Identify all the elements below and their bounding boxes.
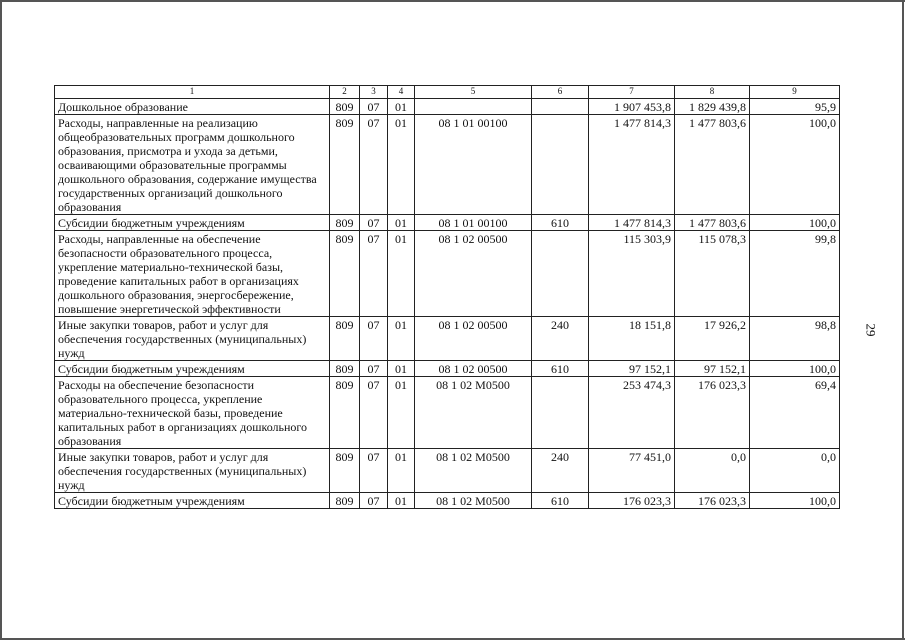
table-row [55, 99, 840, 115]
section-cell: 07 [360, 377, 388, 449]
expense-type-cell [532, 377, 589, 449]
planned-amount-cell: 18 151,8 [589, 317, 675, 361]
percent-cell: 99,8 [750, 231, 840, 317]
section-cell: 07 [360, 361, 388, 377]
subsection-cell: 01 [388, 493, 415, 509]
subsection-cell: 01 [388, 231, 415, 317]
scan-border-top [0, 0, 905, 2]
section-cell: 07 [360, 99, 388, 115]
table-row [55, 215, 840, 231]
column-header: 8 [675, 86, 750, 99]
row-name-cell: Дошкольное образование [55, 99, 330, 115]
admin-code-cell: 809 [330, 377, 360, 449]
budget-table [54, 85, 840, 509]
subsection-cell: 01 [388, 215, 415, 231]
subsection-cell: 01 [388, 449, 415, 493]
planned-amount-cell: 176 023,3 [589, 493, 675, 509]
executed-amount-cell: 1 829 439,8 [675, 99, 750, 115]
planned-amount-cell: 115 303,9 [589, 231, 675, 317]
table-row [55, 493, 840, 509]
percent-cell: 100,0 [750, 215, 840, 231]
admin-code-cell: 809 [330, 215, 360, 231]
column-header: 2 [330, 86, 360, 99]
column-header: 6 [532, 86, 589, 99]
executed-amount-cell: 97 152,1 [675, 361, 750, 377]
executed-amount-cell: 115 078,3 [675, 231, 750, 317]
column-header: 4 [388, 86, 415, 99]
table-row [55, 449, 840, 493]
section-cell: 07 [360, 231, 388, 317]
subsection-cell: 01 [388, 115, 415, 215]
target-article-cell [415, 99, 532, 115]
planned-amount-cell: 77 451,0 [589, 449, 675, 493]
header-row [55, 86, 840, 99]
section-cell: 07 [360, 215, 388, 231]
percent-cell: 100,0 [750, 115, 840, 215]
admin-code-cell: 809 [330, 99, 360, 115]
executed-amount-cell: 0,0 [675, 449, 750, 493]
planned-amount-cell: 253 474,3 [589, 377, 675, 449]
planned-amount-cell: 1 477 814,3 [589, 215, 675, 231]
column-header: 7 [589, 86, 675, 99]
planned-amount-cell: 1 477 814,3 [589, 115, 675, 215]
table-row [55, 231, 840, 317]
expense-type-cell: 610 [532, 361, 589, 377]
subsection-cell: 01 [388, 99, 415, 115]
section-cell: 07 [360, 317, 388, 361]
column-header: 1 [55, 86, 330, 99]
row-name-cell: Иные закупки товаров, работ и услуг для обеспечения государственных (муниципальных) нужд [55, 449, 330, 493]
row-name-cell: Иные закупки товаров, работ и услуг для обеспечения государственных (муниципальных) нужд [55, 317, 330, 361]
section-cell: 07 [360, 493, 388, 509]
scan-border-left [0, 0, 2, 640]
column-header: 5 [415, 86, 532, 99]
row-name-cell: Субсидии бюджетным учреждениям [55, 215, 330, 231]
target-article-cell: 08 1 02 M0500 [415, 493, 532, 509]
section-cell: 07 [360, 449, 388, 493]
executed-amount-cell: 1 477 803,6 [675, 215, 750, 231]
column-header: 9 [750, 86, 840, 99]
executed-amount-cell: 176 023,3 [675, 377, 750, 449]
target-article-cell: 08 1 02 M0500 [415, 449, 532, 493]
row-name-cell: Расходы, направленные на реализацию общеобразовательных программ дошкольного образования, присмотра и ухода за детьми, осваивающими образовательные программы дошкольного образования, содержание имущества государственных организаций дошкольного образования [55, 115, 330, 215]
table-row [55, 115, 840, 215]
target-article-cell: 08 1 02 M0500 [415, 377, 532, 449]
admin-code-cell: 809 [330, 115, 360, 215]
row-name-cell: Субсидии бюджетным учреждениям [55, 361, 330, 377]
page-number: 29 [863, 323, 879, 337]
expense-type-cell: 610 [532, 493, 589, 509]
table-row [55, 361, 840, 377]
admin-code-cell: 809 [330, 493, 360, 509]
executed-amount-cell: 1 477 803,6 [675, 115, 750, 215]
expense-type-cell: 240 [532, 449, 589, 493]
percent-cell: 95,9 [750, 99, 840, 115]
expense-type-cell: 610 [532, 215, 589, 231]
subsection-cell: 01 [388, 361, 415, 377]
subsection-cell: 01 [388, 377, 415, 449]
target-article-cell: 08 1 01 00100 [415, 215, 532, 231]
planned-amount-cell: 97 152,1 [589, 361, 675, 377]
executed-amount-cell: 176 023,3 [675, 493, 750, 509]
executed-amount-cell: 17 926,2 [675, 317, 750, 361]
target-article-cell: 08 1 02 00500 [415, 317, 532, 361]
scan-border-right [902, 0, 904, 640]
target-article-cell: 08 1 01 00100 [415, 115, 532, 215]
percent-cell: 100,0 [750, 493, 840, 509]
expense-type-cell [532, 115, 589, 215]
expense-type-cell: 240 [532, 317, 589, 361]
percent-cell: 0,0 [750, 449, 840, 493]
expense-type-cell [532, 99, 589, 115]
expense-type-cell [532, 231, 589, 317]
table-body [55, 99, 840, 509]
table-row [55, 377, 840, 449]
admin-code-cell: 809 [330, 449, 360, 493]
target-article-cell: 08 1 02 00500 [415, 361, 532, 377]
admin-code-cell: 809 [330, 361, 360, 377]
percent-cell: 100,0 [750, 361, 840, 377]
planned-amount-cell: 1 907 453,8 [589, 99, 675, 115]
row-name-cell: Расходы, направленные на обеспечение безопасности образовательного процесса, укрепление материально-технической базы, проведение капитальных работ в организациях дошкольного образования, энергосбережение, повышение энергетической эффективности [55, 231, 330, 317]
admin-code-cell: 809 [330, 317, 360, 361]
subsection-cell: 01 [388, 317, 415, 361]
section-cell: 07 [360, 115, 388, 215]
column-header: 3 [360, 86, 388, 99]
percent-cell: 98,8 [750, 317, 840, 361]
row-name-cell: Расходы на обеспечение безопасности образовательного процесса, укрепление материально-технической базы, проведение капитальных работ в организациях дошкольного образования [55, 377, 330, 449]
target-article-cell: 08 1 02 00500 [415, 231, 532, 317]
table-row [55, 317, 840, 361]
percent-cell: 69,4 [750, 377, 840, 449]
admin-code-cell: 809 [330, 231, 360, 317]
row-name-cell: Субсидии бюджетным учреждениям [55, 493, 330, 509]
